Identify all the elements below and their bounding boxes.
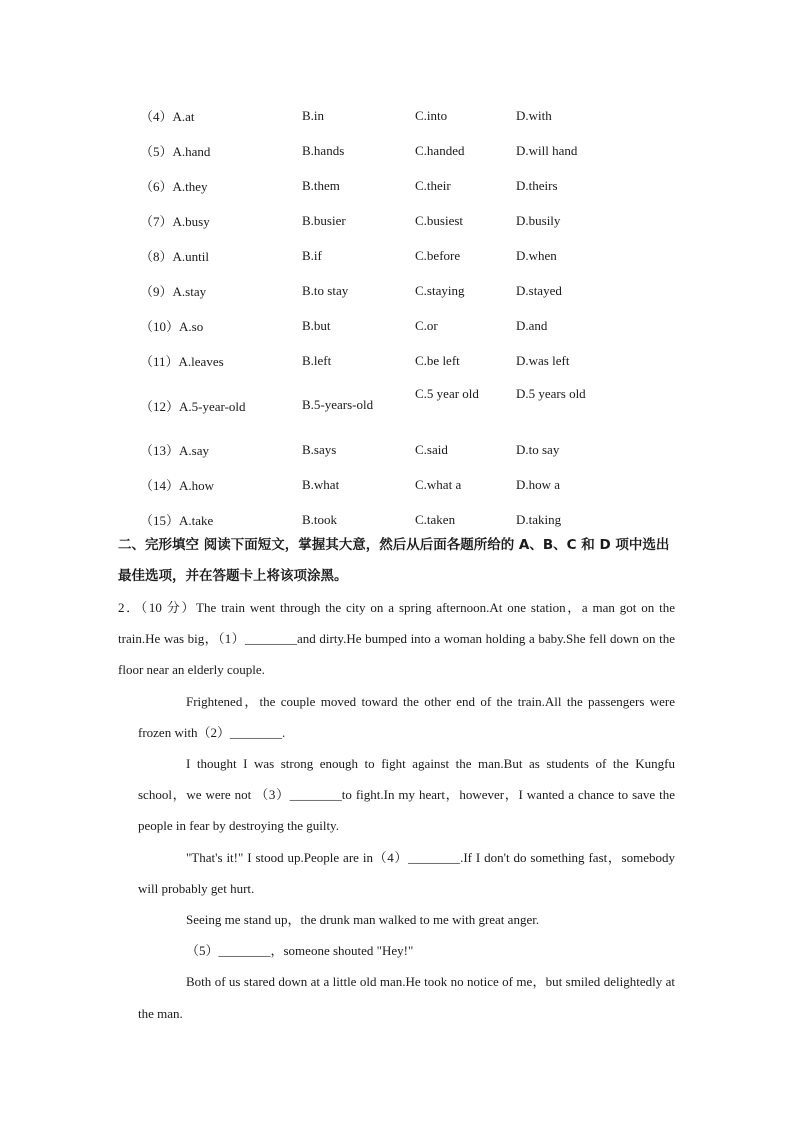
option-row bbox=[140, 168, 616, 203]
option-b: B.busier bbox=[302, 212, 346, 228]
question-number: （9） bbox=[140, 284, 173, 299]
option-a: A.busy bbox=[172, 214, 210, 229]
option-a-cell bbox=[140, 308, 302, 343]
question-number: （15） bbox=[140, 513, 180, 528]
option-row bbox=[140, 98, 616, 133]
option-row bbox=[140, 467, 616, 502]
option-b: B.them bbox=[302, 177, 340, 193]
option-b: B.to stay bbox=[302, 282, 349, 298]
option-b: B.says bbox=[302, 441, 337, 457]
option-c: C.busiest bbox=[415, 212, 464, 228]
option-a-cell bbox=[140, 98, 302, 133]
option-d: D.with bbox=[516, 107, 552, 123]
option-a-cell bbox=[140, 133, 302, 168]
option-a-cell bbox=[140, 378, 302, 432]
passage-paragraph bbox=[118, 592, 675, 686]
option-row bbox=[140, 238, 616, 273]
option-row bbox=[140, 203, 616, 238]
option-a-cell bbox=[140, 432, 302, 467]
passage-paragraph: Frightened，the couple moved toward the other end of the train.All the passengers were frozen with（2）________. bbox=[138, 693, 675, 740]
option-b: B.left bbox=[302, 352, 332, 368]
option-d: D.was left bbox=[516, 352, 570, 368]
option-c: C.or bbox=[415, 317, 438, 333]
option-a: A.stay bbox=[172, 284, 207, 299]
option-d: D.busily bbox=[516, 212, 561, 228]
option-c: C.staying bbox=[415, 282, 465, 298]
option-c: C.taken bbox=[415, 511, 456, 527]
question-number: （6） bbox=[140, 179, 173, 194]
question-number: （13） bbox=[140, 443, 180, 458]
option-b: B.took bbox=[302, 511, 338, 527]
option-a: A.until bbox=[172, 249, 209, 264]
question-number: （8） bbox=[140, 249, 173, 264]
option-d: D.stayed bbox=[516, 282, 562, 298]
passage-paragraph: （5）________，someone shouted "Hey!" bbox=[186, 943, 414, 959]
option-row bbox=[140, 273, 616, 308]
option-row bbox=[140, 343, 616, 378]
option-a: A.leaves bbox=[178, 354, 224, 369]
passage-paragraph: I thought I was strong enough to fight against the man.But as students of the Kungfu school，we were not （3）________to fight.In my heart，however，I wanted a chance to save the people in fear by destroying the guilty. bbox=[138, 756, 675, 834]
paragraph-1-text: The train went through the city on a spring afternoon.At one station，a man got on the train.He was big，（1）________and dirty.He bumped into a woman holding a baby.She fell down on the floor near an elderly couple. bbox=[118, 600, 675, 678]
option-d: D.to say bbox=[516, 441, 560, 457]
option-a: A.5-year-old bbox=[179, 398, 246, 414]
question-number: （7） bbox=[140, 214, 173, 229]
option-c: C.their bbox=[415, 177, 451, 193]
option-b: B.hands bbox=[302, 142, 345, 158]
option-a-cell bbox=[140, 343, 302, 378]
option-d: D.and bbox=[516, 317, 548, 333]
option-a-cell bbox=[140, 273, 302, 308]
question-number: （4） bbox=[140, 109, 173, 124]
option-a: A.say bbox=[179, 443, 209, 458]
passage-paragraph: "That's it!" I stood up.People are in（4）________.If I don't do something fast，somebody will probably get hurt. bbox=[138, 849, 675, 896]
question-number: （10） bbox=[140, 319, 180, 334]
option-a-cell bbox=[140, 168, 302, 203]
option-b: B.but bbox=[302, 317, 331, 333]
option-b: B.if bbox=[302, 247, 322, 263]
option-c: C.into bbox=[415, 107, 448, 123]
option-a-cell bbox=[140, 203, 302, 238]
option-b: B.5-years-old bbox=[302, 397, 374, 412]
option-d: D.taking bbox=[516, 511, 562, 527]
option-c: C.5 year old bbox=[415, 386, 479, 401]
option-b: B.what bbox=[302, 476, 340, 492]
section-heading: 二、完形填空 阅读下面短文，掌握其大意，然后从后面各题所给的 A、B、C 和 D 项中选出最佳选项，并在答题卡上将该项涂黑。 bbox=[118, 537, 670, 584]
option-a: A.so bbox=[179, 319, 204, 334]
option-d: D.how a bbox=[516, 476, 561, 492]
option-a: A.at bbox=[172, 109, 195, 124]
option-c: C.said bbox=[415, 441, 448, 457]
passage bbox=[118, 592, 675, 1029]
question-points: （10 分） bbox=[140, 600, 197, 615]
question-number: （11） bbox=[140, 354, 179, 369]
option-c: C.before bbox=[415, 247, 461, 263]
option-row bbox=[140, 133, 616, 168]
options-table bbox=[140, 98, 616, 537]
option-c: C.what a bbox=[415, 476, 462, 492]
option-a-cell bbox=[140, 238, 302, 273]
options-table-body bbox=[140, 98, 616, 537]
option-a: A.how bbox=[179, 478, 215, 493]
option-b: B.in bbox=[302, 107, 325, 123]
option-a-cell bbox=[140, 467, 302, 502]
option-d: D.will hand bbox=[516, 142, 578, 158]
question-number: 2． bbox=[118, 600, 141, 615]
question-number: （14） bbox=[140, 478, 180, 493]
option-row bbox=[140, 378, 616, 432]
passage-paragraph: Both of us stared down at a little old man.He took no notice of me，but smiled delightedly at the man. bbox=[138, 974, 675, 1021]
question-number: （5） bbox=[140, 144, 173, 159]
option-row bbox=[140, 432, 616, 467]
option-d: D.theirs bbox=[516, 177, 558, 193]
option-d: D.when bbox=[516, 247, 557, 263]
passage-paragraph: Seeing me stand up，the drunk man walked to me with great anger. bbox=[186, 912, 540, 928]
option-c: C.handed bbox=[415, 142, 465, 158]
option-d: D.5 years old bbox=[516, 386, 586, 401]
option-row bbox=[140, 308, 616, 343]
option-a: A.hand bbox=[172, 144, 211, 159]
option-a: A.they bbox=[172, 179, 208, 194]
option-a: A.take bbox=[179, 513, 214, 528]
question-number: （12） bbox=[140, 398, 180, 414]
option-c: C.be left bbox=[415, 352, 460, 368]
